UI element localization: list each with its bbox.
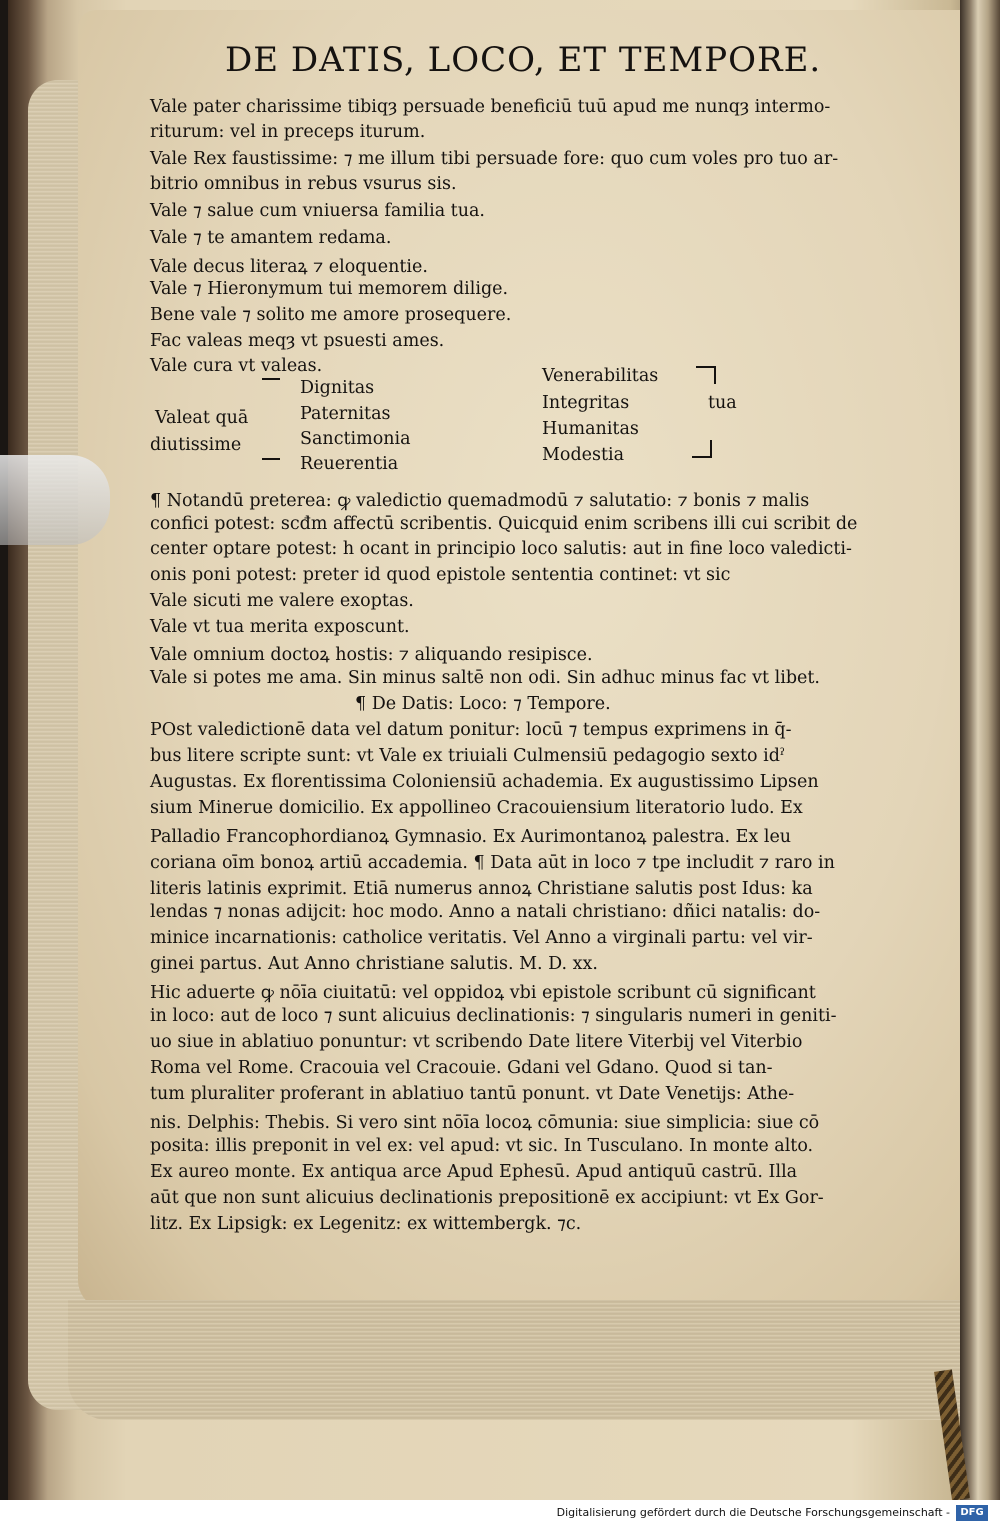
text-line: tum pluraliter proferant in ablatiuo tantū ponunt. vt Date Venetijs: Athe- bbox=[150, 1084, 795, 1104]
page-clip bbox=[0, 455, 110, 545]
text-line: Vale vt tua merita exposcunt. bbox=[150, 617, 410, 637]
text-line: minice incarnationis: catholice veritatis. Vel Anno a virginali partu: vel vir- bbox=[150, 928, 813, 948]
text-line: Vale si potes me ama. Sin minus saltē non odi. Sin adhuc minus fac vt libet. bbox=[150, 668, 820, 688]
text-line: POst valedictionē data vel datum ponitur: locū ⁊ tempus exprimens in q̄- bbox=[150, 720, 792, 740]
text-line: in loco: aut de loco ⁊ sunt alicuius declinationis: ⁊ singularis numeri in geniti- bbox=[150, 1006, 837, 1026]
text-line: lendas ⁊ nonas adijcit: hoc modo. Anno a natali christiano: dñici natalis: do- bbox=[150, 902, 821, 922]
text-line: Vale sicuti me valere exoptas. bbox=[150, 591, 414, 611]
text-line: center optare potest: h ocant in principio loco salutis: aut in fine loco valedicti- bbox=[150, 539, 852, 559]
text-line: Vale ⁊ te amantem redama. bbox=[150, 228, 392, 248]
text-line: uo siue in ablatiuo ponuntur: vt scribendo Date litere Viterbij vel Viterbio bbox=[150, 1032, 803, 1052]
text-line: literis latinis exprimit. Etiā numerus annoꝝ Christiane salutis post Idus: ka bbox=[150, 879, 813, 899]
table-col2-item: Humanitas bbox=[542, 419, 639, 439]
text-line: nis. Delphis: Thebis. Si vero sint nōīa locoꝝ cōmunia: siue simplicia: siue cō bbox=[150, 1113, 820, 1133]
table-col1-item: Sanctimonia bbox=[300, 429, 411, 449]
text-line: coriana oīm bonoꝝ artiū accademia. ¶ Data aūt in loco ⁊ tpe includit ⁊ raro in bbox=[150, 853, 835, 873]
facing-page-edge bbox=[960, 0, 1000, 1500]
text-line: ¶ Notandū preterea: ꝙ valedictio quemadmodū ⁊ salutatio: ⁊ bonis ⁊ malis bbox=[150, 491, 810, 511]
text-line: Ex aureo monte. Ex antiqua arce Apud Ephesū. Apud antiquū castrū. Illa bbox=[150, 1162, 798, 1182]
page-title: DE DATIS, LOCO, ET TEMPORE. bbox=[225, 40, 822, 80]
table-left-top: Valeat quā bbox=[155, 408, 249, 428]
bracket-bottom-left bbox=[262, 458, 280, 460]
text-line: Fac valeas meqȝ vt psuesti ames. bbox=[150, 331, 445, 351]
bracket-top-left bbox=[262, 378, 280, 380]
text-line: posita: illis preponit in vel ex: vel apud: vt sic. In Tusculano. In monte alto. bbox=[150, 1136, 814, 1156]
text-line: Vale Rex faustissime: ⁊ me illum tibi persuade fore: quo cum voles pro tuo ar- bbox=[150, 149, 839, 169]
text-line: bus litere scripte sunt: vt Vale ex triuiali Culmensiū pedagogio sexto idˀ bbox=[150, 746, 785, 766]
bracket-bottom-right bbox=[692, 440, 712, 458]
table-col2-item: Modestia bbox=[542, 445, 625, 465]
text-line: Vale ⁊ salue cum vniuersa familia tua. bbox=[150, 201, 485, 221]
dfg-logo: DFG bbox=[956, 1505, 988, 1521]
text-line: Vale ⁊ Hieronymum tui memorem dilige. bbox=[150, 279, 509, 299]
footer-bar bbox=[0, 1500, 1000, 1527]
text-line: Vale omnium doctoꝝ hostis: ⁊ aliquando resipisce. bbox=[150, 645, 593, 665]
table-col2-item: Venerabilitas bbox=[542, 366, 659, 386]
text-line: ginei partus. Aut Anno christiane salutis. M. D. xx. bbox=[150, 954, 598, 974]
table-col1-item: Reuerentia bbox=[300, 454, 399, 474]
text-line: Vale pater charissime tibiqȝ persuade beneficiū tuū apud me nunqȝ intermo- bbox=[150, 97, 831, 117]
text-line: sium Minerue domicilio. Ex appollineo Cracouiensium literatorio ludo. Ex bbox=[150, 798, 803, 818]
text-line: Vale cura vt valeas. bbox=[150, 356, 323, 376]
table-col2-item: Integritas bbox=[542, 393, 630, 413]
table-col1-item: Paternitas bbox=[300, 404, 391, 424]
text-line: Hic aduerte ꝙ nōīa ciuitatū: vel oppidoꝝ vbi epistole scribunt cū significant bbox=[150, 983, 816, 1003]
text-line: Palladio Francophordianoꝝ Gymnasio. Ex Aurimontanoꝝ palestra. Ex leu bbox=[150, 827, 792, 847]
section-heading: ¶ De Datis: Loco: ⁊ Tempore. bbox=[355, 694, 611, 714]
text-line: Bene vale ⁊ solito me amore prosequere. bbox=[150, 305, 512, 325]
bracket-top-right bbox=[696, 366, 716, 384]
text-line: Vale decus literaꝝ ⁊ eloquentie. bbox=[150, 257, 428, 277]
text-line: confici potest: scđm affectū scribentis. Quicquid enim scribens illi cui scribit de bbox=[150, 514, 858, 534]
footer-credit: Digitalisierung gefördert durch die Deutsche Forschungsgemeinschaft - bbox=[556, 1506, 950, 1519]
table-left-bottom: diutissime bbox=[150, 435, 242, 455]
text-line: Augustas. Ex florentissima Coloniensiū achademia. Ex augustissimo Lipsen bbox=[150, 772, 819, 792]
page-bottom-edge bbox=[68, 1300, 968, 1420]
text-line: litz. Ex Lipsigk: ex Legenitz: ex wittembergk. ⁊c. bbox=[150, 1214, 582, 1234]
text-line: riturum: vel in preceps iturum. bbox=[150, 122, 426, 142]
text-line: onis poni potest: preter id quod epistole sententia continet: vt sic bbox=[150, 565, 731, 585]
text-line: bitrio omnibus in rebus vsurus sis. bbox=[150, 174, 457, 194]
text-line: Roma vel Rome. Cracouia vel Cracouie. Gdani vel Gdano. Quod si tan- bbox=[150, 1058, 773, 1078]
table-right: tua bbox=[708, 393, 737, 413]
text-line: aūt que non sunt alicuius declinationis prepositionē ex accipiunt: vt Ex Gor- bbox=[150, 1188, 824, 1208]
table-col1-item: Dignitas bbox=[300, 378, 375, 398]
